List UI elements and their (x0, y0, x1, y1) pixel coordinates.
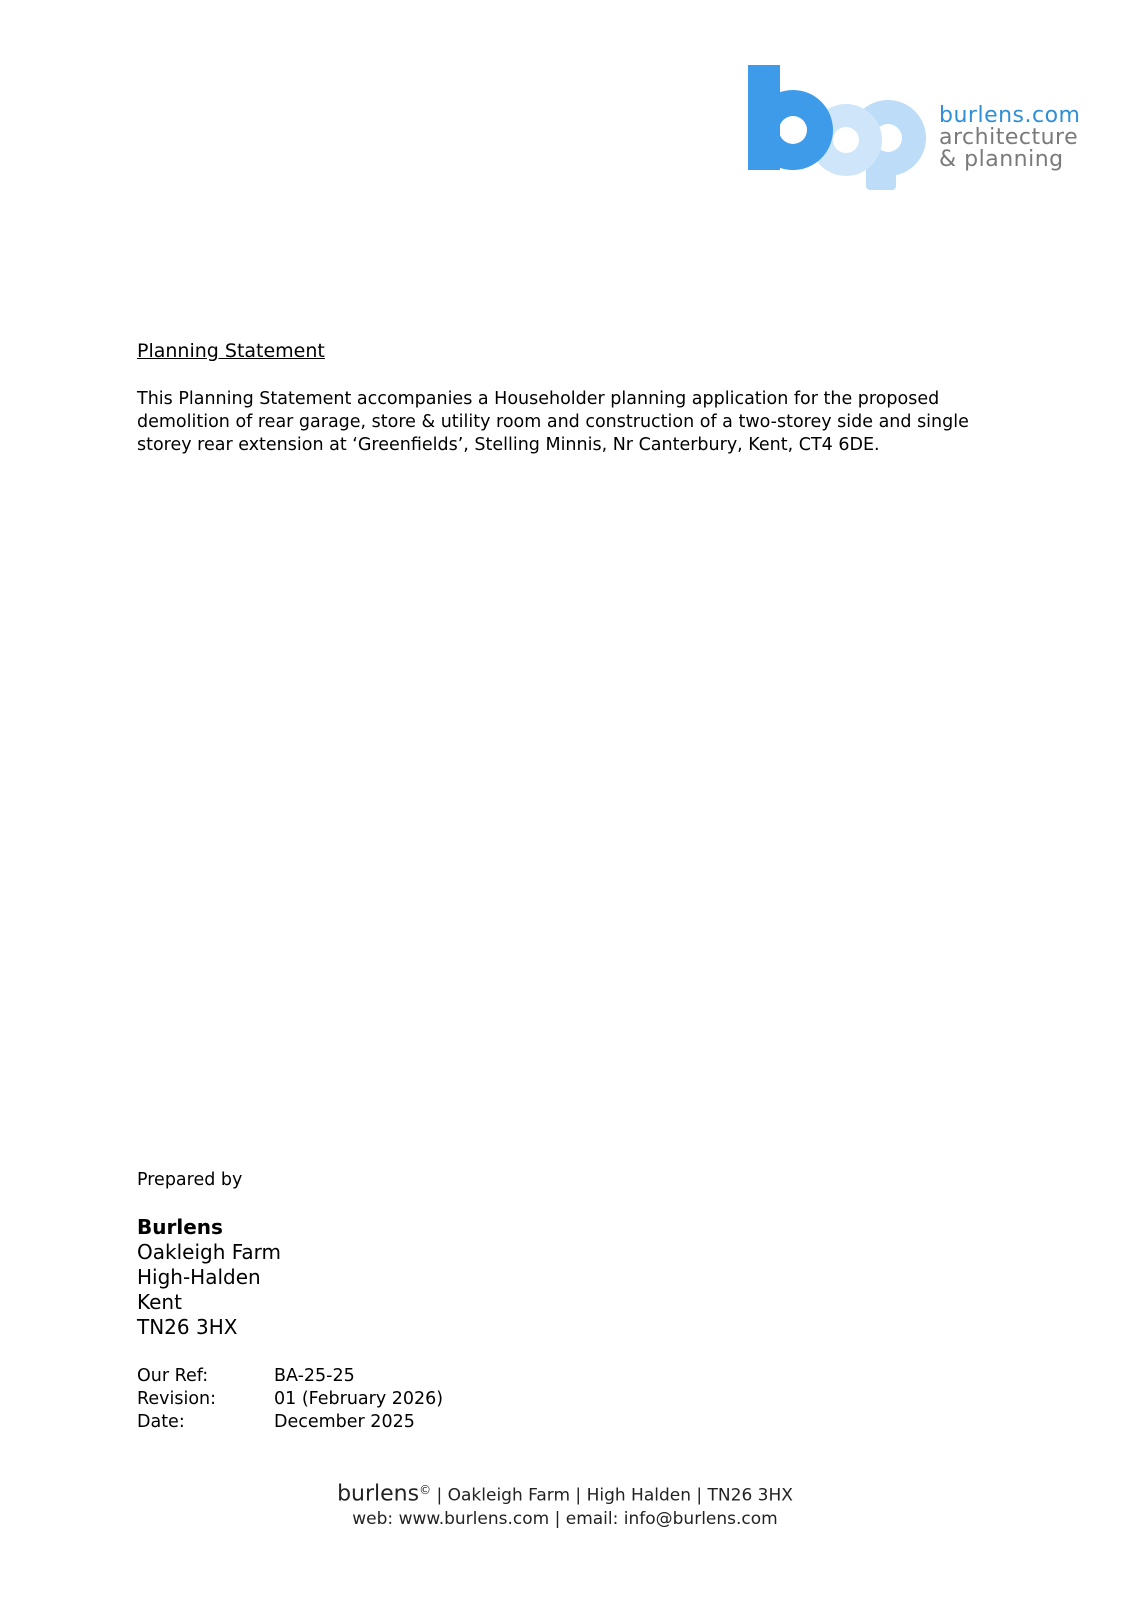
footer-address-line (0, 1478, 1130, 1508)
footer-address: | Oakleigh Farm | High Halden | TN26 3HX (431, 1485, 793, 1506)
document-title: Planning Statement (137, 340, 325, 362)
intro-paragraph: This Planning Statement accompanies a Householder planning application for the proposed demolition of rear garage, store & utility room and construction of a two-storey side and single storey rear extension at ‘Greenfields’, Stelling Minnis, Nr Canterbury, Kent, CT4 6DE. (137, 389, 969, 455)
meta-row-revision (137, 1388, 443, 1411)
meta-value: December 2025 (274, 1412, 415, 1432)
footer-contact-line: web: www.burlens.com | email: info@burlens.com (352, 1508, 778, 1529)
document-meta (137, 1365, 443, 1434)
logo-line-architecture: architecture (939, 125, 1079, 150)
logo-line-planning: & planning (939, 147, 1064, 172)
meta-label: Our Ref: (137, 1366, 209, 1386)
bap-logo-mark (748, 60, 943, 190)
meta-row-ref (137, 1365, 443, 1388)
meta-value: BA-25-25 (274, 1366, 355, 1386)
company-name: Burlens (137, 1215, 223, 1239)
footer-brand: burlens (337, 1481, 420, 1507)
meta-row-date (137, 1411, 443, 1434)
meta-label: Date: (137, 1412, 185, 1432)
address-line: TN26 3HX (137, 1315, 238, 1339)
prepared-by-label: Prepared by (137, 1170, 243, 1190)
address-line: Kent (137, 1290, 182, 1314)
footer-copyright: © (419, 1483, 432, 1497)
address-line: High-Halden (137, 1265, 261, 1289)
company-logo (748, 60, 1108, 190)
company-address (137, 1240, 281, 1340)
meta-value: 01 (February 2026) (274, 1389, 444, 1409)
address-line: Oakleigh Farm (137, 1240, 282, 1264)
meta-label: Revision: (137, 1389, 217, 1409)
logo-line-domain: burlens.com (939, 103, 1081, 128)
page-footer (0, 1478, 1130, 1530)
